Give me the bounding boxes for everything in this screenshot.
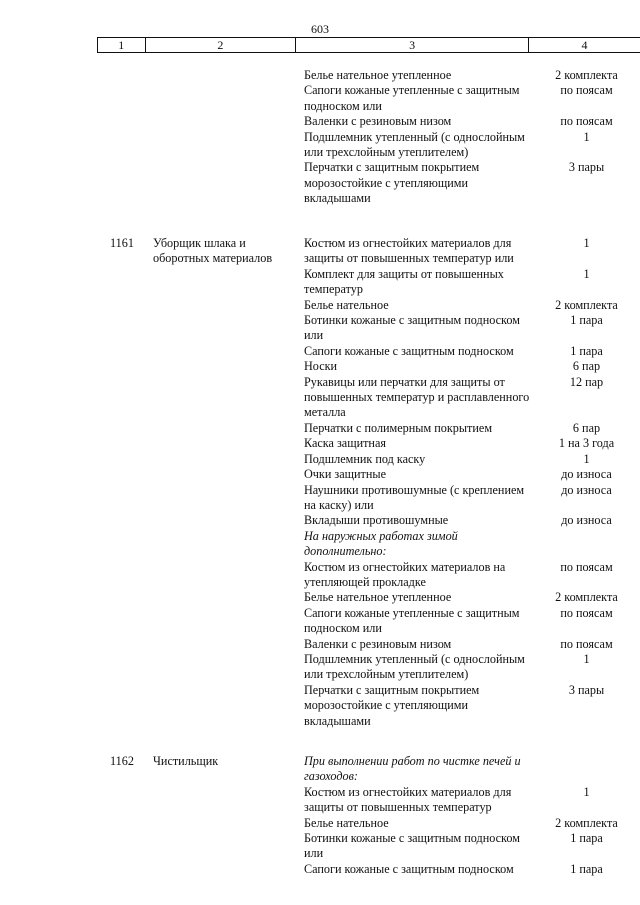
column-number-3: 3	[296, 38, 529, 53]
item-quantity: 2 комплекта	[555, 815, 618, 830]
column-number-4: 4	[528, 38, 640, 53]
item-quantity: 2 комплекта	[555, 590, 618, 605]
item-quantity: 3 пары	[568, 682, 605, 697]
item-row	[304, 467, 634, 482]
item-name: Наушники противошумные (с креплением на каску) или	[304, 482, 525, 512]
item-name: Ботинки кожаные с защитным подноском или	[304, 831, 520, 861]
item-row	[304, 606, 634, 637]
item-row	[304, 560, 634, 591]
item-quantity: 1	[583, 266, 590, 281]
item-name: Перчатки с защитным покрытием морозостойкие с утепляющими вкладышами	[304, 160, 480, 206]
page-number: 603	[311, 22, 329, 36]
item-quantity: 6 пар	[572, 359, 601, 374]
item-name: Комплект для защиты от повышенных температур	[304, 266, 504, 297]
column-number-2: 2	[145, 38, 296, 53]
item-row	[304, 652, 634, 683]
item-row	[304, 267, 634, 298]
item-row	[304, 513, 634, 528]
item-quantity: 12 пар	[569, 374, 604, 389]
item-row	[304, 483, 634, 514]
item-row	[304, 436, 634, 451]
item-name: Перчатки с защитным покрытием морозостойкие с утепляющими вкладышами	[304, 682, 480, 728]
item-name: Сапоги кожаные с защитным подноском	[304, 343, 514, 358]
item-quantity: 1 пара	[570, 343, 603, 358]
item-name: Сапоги кожаные утепленные с защитным подноском или	[304, 83, 520, 113]
item-name: Сапоги кожаные утепленные с защитным подноском или	[304, 605, 520, 636]
item-quantity: по поясам	[560, 114, 613, 129]
item-quantity: 1 на 3 года	[558, 436, 615, 451]
item-quantity: до износа	[561, 482, 612, 497]
item-name: Валенки с резиновым низом	[304, 636, 452, 651]
item-quantity: 1 пара	[570, 831, 603, 846]
item-name: Ботинки кожаные с защитным подноском или	[304, 313, 520, 343]
item-quantity: по поясам	[560, 83, 613, 98]
item-row	[304, 236, 634, 267]
item-quantity: 1 пара	[570, 861, 603, 876]
item-name: Сапоги кожаные с защитным подноском	[304, 861, 514, 876]
item-row	[304, 68, 634, 83]
profession-name-1161: Уборщик шлака и оборотных материалов	[153, 236, 273, 266]
item-row	[304, 359, 634, 374]
item-name: Белье нательное	[304, 297, 389, 312]
profession-name-1162: Чистильщик	[153, 754, 219, 768]
item-row	[304, 452, 634, 467]
item-name: Подшлемник утепленный (с однослойным или трехслойным утеплителем)	[304, 129, 525, 160]
item-quantity: по поясам	[560, 605, 613, 620]
subheading-text: На наружных работах зимой дополнительно:	[304, 528, 458, 559]
item-name: Белье нательное утепленное	[304, 590, 452, 605]
item-name: Носки	[304, 359, 338, 374]
item-name: Белье нательное утепленное	[304, 68, 452, 82]
column-header-table	[97, 37, 640, 53]
continuation-items	[304, 68, 634, 207]
item-quantity: 3 пары	[568, 160, 605, 175]
item-quantity: 1	[583, 236, 590, 250]
item-row	[304, 344, 634, 359]
item-quantity: 1	[583, 451, 590, 466]
item-quantity: 6 пар	[572, 420, 601, 435]
item-quantity: до износа	[561, 467, 612, 482]
item-name: Перчатки с полимерным покрытием	[304, 420, 493, 435]
item-name: Белье нательное	[304, 815, 389, 830]
item-name: Костюм из огнестойких материалов на утепляющей прокладке	[304, 559, 506, 589]
subheading-text: При выполнении работ по чистке печей и газоходов:	[304, 754, 521, 784]
section-subheading	[304, 529, 634, 560]
item-quantity: 1	[583, 784, 590, 799]
item-row	[304, 590, 634, 605]
item-row	[304, 862, 634, 877]
item-quantity: 1	[583, 651, 590, 666]
item-row	[304, 831, 634, 862]
column-number-1: 1	[98, 38, 146, 53]
item-row	[304, 83, 634, 114]
item-quantity: 1	[583, 129, 590, 144]
item-row	[304, 816, 634, 831]
item-row	[304, 421, 634, 436]
item-row	[304, 130, 634, 161]
item-name: Валенки с резиновым низом	[304, 114, 452, 129]
item-row	[304, 637, 634, 652]
entry-number-1162: 1162	[110, 754, 134, 768]
item-row	[304, 313, 634, 344]
item-quantity: 1 пара	[570, 313, 603, 328]
item-name: Рукавицы или перчатки для защиты от повышенных температур и расплавленного металла	[304, 374, 530, 420]
item-row	[304, 683, 634, 729]
item-quantity: по поясам	[560, 636, 613, 651]
item-name: Костюм из огнестойких материалов для защиты от повышенных температур	[304, 784, 512, 815]
item-row	[304, 160, 634, 206]
item-row	[304, 375, 634, 421]
item-name: Вкладыши противошумные	[304, 513, 449, 528]
item-name: Очки защитные	[304, 467, 386, 482]
items-1161	[304, 236, 634, 729]
items-1162	[304, 754, 634, 877]
item-row	[304, 785, 634, 816]
item-row	[304, 298, 634, 313]
entry-number-1161: 1161	[110, 236, 134, 250]
item-quantity: до износа	[561, 513, 612, 528]
item-name: Подшлемник под каску	[304, 451, 426, 466]
item-name: Костюм из огнестойких материалов для защиты от повышенных температур или	[304, 236, 514, 266]
item-quantity: 2 комплекта	[555, 297, 618, 312]
item-name: Подшлемник утепленный (с однослойным или трехслойным утеплителем)	[304, 651, 525, 682]
section-subheading	[304, 754, 634, 785]
item-quantity: по поясам	[560, 559, 613, 574]
item-quantity: 2 комплекта	[555, 68, 618, 82]
item-row	[304, 114, 634, 129]
item-name: Каска защитная	[304, 436, 386, 451]
